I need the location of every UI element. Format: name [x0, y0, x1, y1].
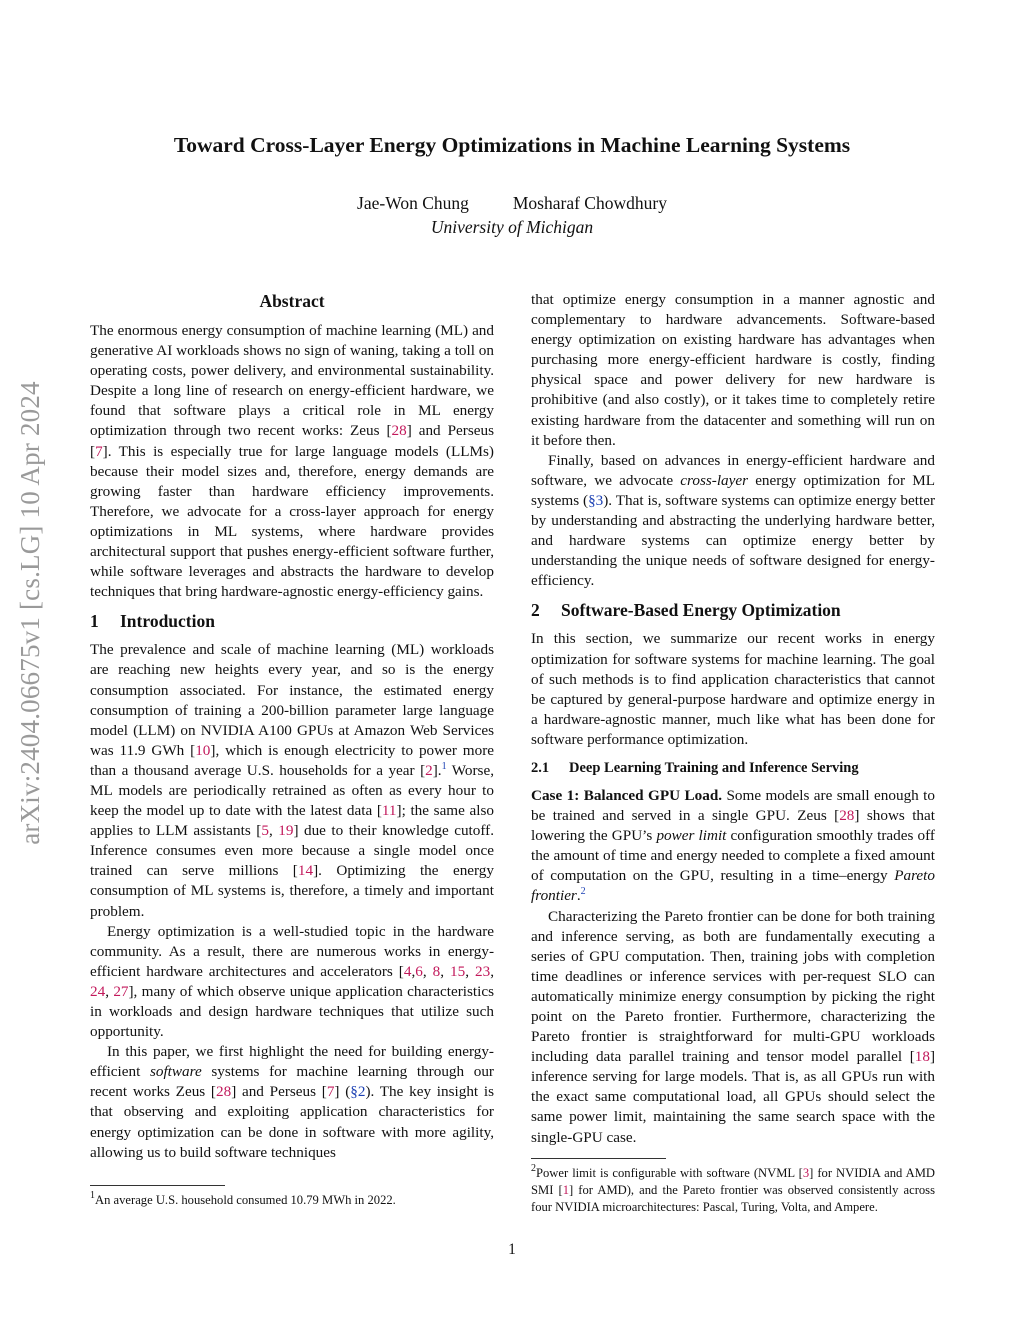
citation-link[interactable]: 7	[95, 442, 103, 460]
body-paragraph: Finally, based on advances in energy-efficient hardware and software, we advocate cross-layer energy optimization for ML systems (§3). That is, software systems can optimize energy better by understanding and abstracting the underlying hardware better, and hardware systems can optimize energy better by understanding the unique needs of software designed for energy-efficiency.	[531, 451, 936, 590]
footnote-area	[531, 1158, 935, 1216]
citation-link[interactable]: 11	[381, 802, 397, 820]
body-paragraph: Characterizing the Pareto frontier can be done for both training and inference serving, as both are fundamentally executing a series of GPU computation. Then, training jobs with completion time deadlines or inference services with per-request SLO can automatically minimize energy consumption by picking the right point on the Pareto frontier. Furthermore, characterizing the Pareto frontier is straightforward for multi-GPU workloads including data parallel training and tensor model parallel [18] inference serving for large models. That is, as all GPUs run with the exact same computational load, all GPUs should select the same power limit, maintaining the same search space with the single-GPU case.	[531, 907, 935, 1146]
arxiv-identifier-stamp: arXiv:2404.06675v1 [cs.LG] 10 Apr 2024	[15, 381, 45, 845]
intro-paragraph: The prevalence and scale of machine learning (ML) workloads are reaching new heights every year, and so is the energy consumption associated. For instance, the estimated energy consumption of training a 200-billion parameter large language model (LLM) on NVIDIA A100 GPUs at Amazon Web Services was 11.9 GWh [10], which is enough electricity to power more than a thousand average U.S. households for a year [2].$^1$ Worse, ML models are periodically retrained as often as every hour to keep the model up to date with the latest data [11]; the same also applies to LLM assistants [5, 19] due to their knowledge cutoff. Inference consumes even more because a single model once trained can serve millions [14]. Optimizing the energy consumption of ML systems is, therefore, a timely and important problem.	[90, 641, 495, 920]
body-paragraph: In this section, we summarize our recent works in energy optimization for software systems for machine learning. The goal of such methods is to find application characteristics that cannot be captured by general-purpose hardware and optimize energy in a hardware-agnostic manner, much like what has been done for software performance optimization.	[531, 630, 935, 748]
intro-paragraph: In this paper, we first highlight the need for building energy-efficient software systems for machine learning through our recent works Zeus [28] and Perseus [7] (§2). The key insight is that observing and exploiting application characteristics for energy optimization can be done in software with more agility, allowing us to build software techniques	[90, 1043, 494, 1161]
section-crossref-link[interactable]: §2	[350, 1083, 366, 1101]
abstract-text: The enormous energy consumption of machine learning (ML) and generative AI workloads shows no sign of waning, taking a toll on operating costs, power delivery, and environmental sustainability. Despite a long line of research on energy-efficient hardware, we found that software plays a critical role in ML energy optimization through two recent works: Zeus [28] and Perseus [7]. This is especially true for large language models (LLMs) because their model sizes and, therefore, energy demands are growing faster than hardware efficiency improvements. Therefore, we advocate for a cross-layer approach for energy optimizations in ML systems, where hardware provides architectural support that pushes energy-efficient software further, while software leverages and abstracts the hardware to develop techniques that bring hardware-agnostic energy-efficiency gains.	[90, 322, 495, 601]
citation-link[interactable]: 5	[261, 822, 269, 840]
left-column	[90, 290, 494, 1163]
citation-link[interactable]: 28	[391, 422, 407, 440]
citation-link[interactable]: 15	[450, 962, 466, 980]
citation-link[interactable]: 18	[914, 1048, 930, 1066]
citation-link[interactable]: 28	[839, 807, 855, 825]
author-name: Jae-Won Chung	[357, 193, 469, 213]
citation-link[interactable]: 1	[562, 1183, 569, 1197]
citation-link[interactable]: 10	[195, 741, 211, 759]
author-name: Mosharaf Chowdhury	[512, 193, 667, 213]
right-column	[531, 290, 935, 1148]
citation-link[interactable]: 2	[425, 761, 433, 779]
footnote: $^1$An average U.S. household consumed 10.79 MWh in 2022.	[90, 1190, 396, 1207]
citation-link[interactable]: 27	[113, 982, 129, 1000]
section-heading-introduction: 1 Introduction	[90, 611, 215, 632]
footnote-area	[90, 1185, 494, 1209]
footnote-marker[interactable]: 2	[580, 886, 586, 898]
footnote: $^2$Power limit is configurable with software (NVML [3] for NVIDIA and AMD SMI [1] for AMD), and the Pareto frontier was observed consistently across four NVIDIA microarchitectures: Pascal, Turing, Volta, and Ampere.	[531, 1163, 935, 1214]
citation-link[interactable]: 23	[475, 962, 491, 980]
page-number: 1	[508, 1241, 516, 1258]
citation-link[interactable]: 7	[326, 1083, 335, 1101]
citation-link[interactable]: 28	[216, 1083, 232, 1101]
section-heading-software-energy: 2 Software-Based Energy Optimization	[531, 600, 841, 621]
citation-link[interactable]: 3	[802, 1166, 810, 1180]
subsection-heading-training-serving: 2.1 Deep Learning Training and Inference Serving	[531, 759, 859, 776]
abstract-heading: Abstract	[259, 291, 325, 311]
affiliation: University of Michigan	[430, 217, 594, 237]
citation-link[interactable]: 8	[432, 962, 441, 980]
body-paragraph: Case 1: Balanced GPU Load. Some models are small enough to be trained and served in a single GPU. Zeus [28] shows that lowering the GPU’s power limit configuration smoothly trades off the amount of time and energy needed to complete a fixed amount of computation on the GPU, resulting in a time–energy Pareto frontier.$^2$	[531, 786, 935, 905]
author-list	[0, 192, 1024, 214]
citation-link[interactable]: 14	[297, 862, 314, 880]
footnote-rule	[531, 1158, 666, 1159]
intro-paragraph: Energy optimization is a well-studied topic in the hardware community. As a result, there are numerous works in energy-efficient hardware architectures and accelerators [4,6, 8, 15, 23, 24, 27], many of which observe unique application characteristics in workloads and design hardware techniques that utilize such opportunity.	[90, 922, 495, 1041]
citation-link[interactable]: 4	[403, 962, 412, 980]
citation-link[interactable]: 19	[278, 822, 294, 840]
citation-link[interactable]: 24	[90, 982, 106, 1000]
footnote-rule	[90, 1185, 225, 1186]
paper-title: Toward Cross-Layer Energy Optimizations in Machine Learning Systems	[173, 133, 851, 157]
body-paragraph: that optimize energy consumption in a manner agnostic and complementary to hardware advancements. Software-based energy optimization on existing hardware has advantages when purchasing more energy-efficient hardware is costly, finding physical space and power delivery for new hardware is prohibitive (and also costly), or it takes time to completely retire existing hardware from the datacenter and something will run on it before then.	[531, 291, 935, 449]
footnote-marker[interactable]: 1	[441, 760, 447, 772]
citation-link[interactable]: 6	[415, 962, 423, 980]
section-crossref-link[interactable]: §3	[588, 491, 604, 509]
